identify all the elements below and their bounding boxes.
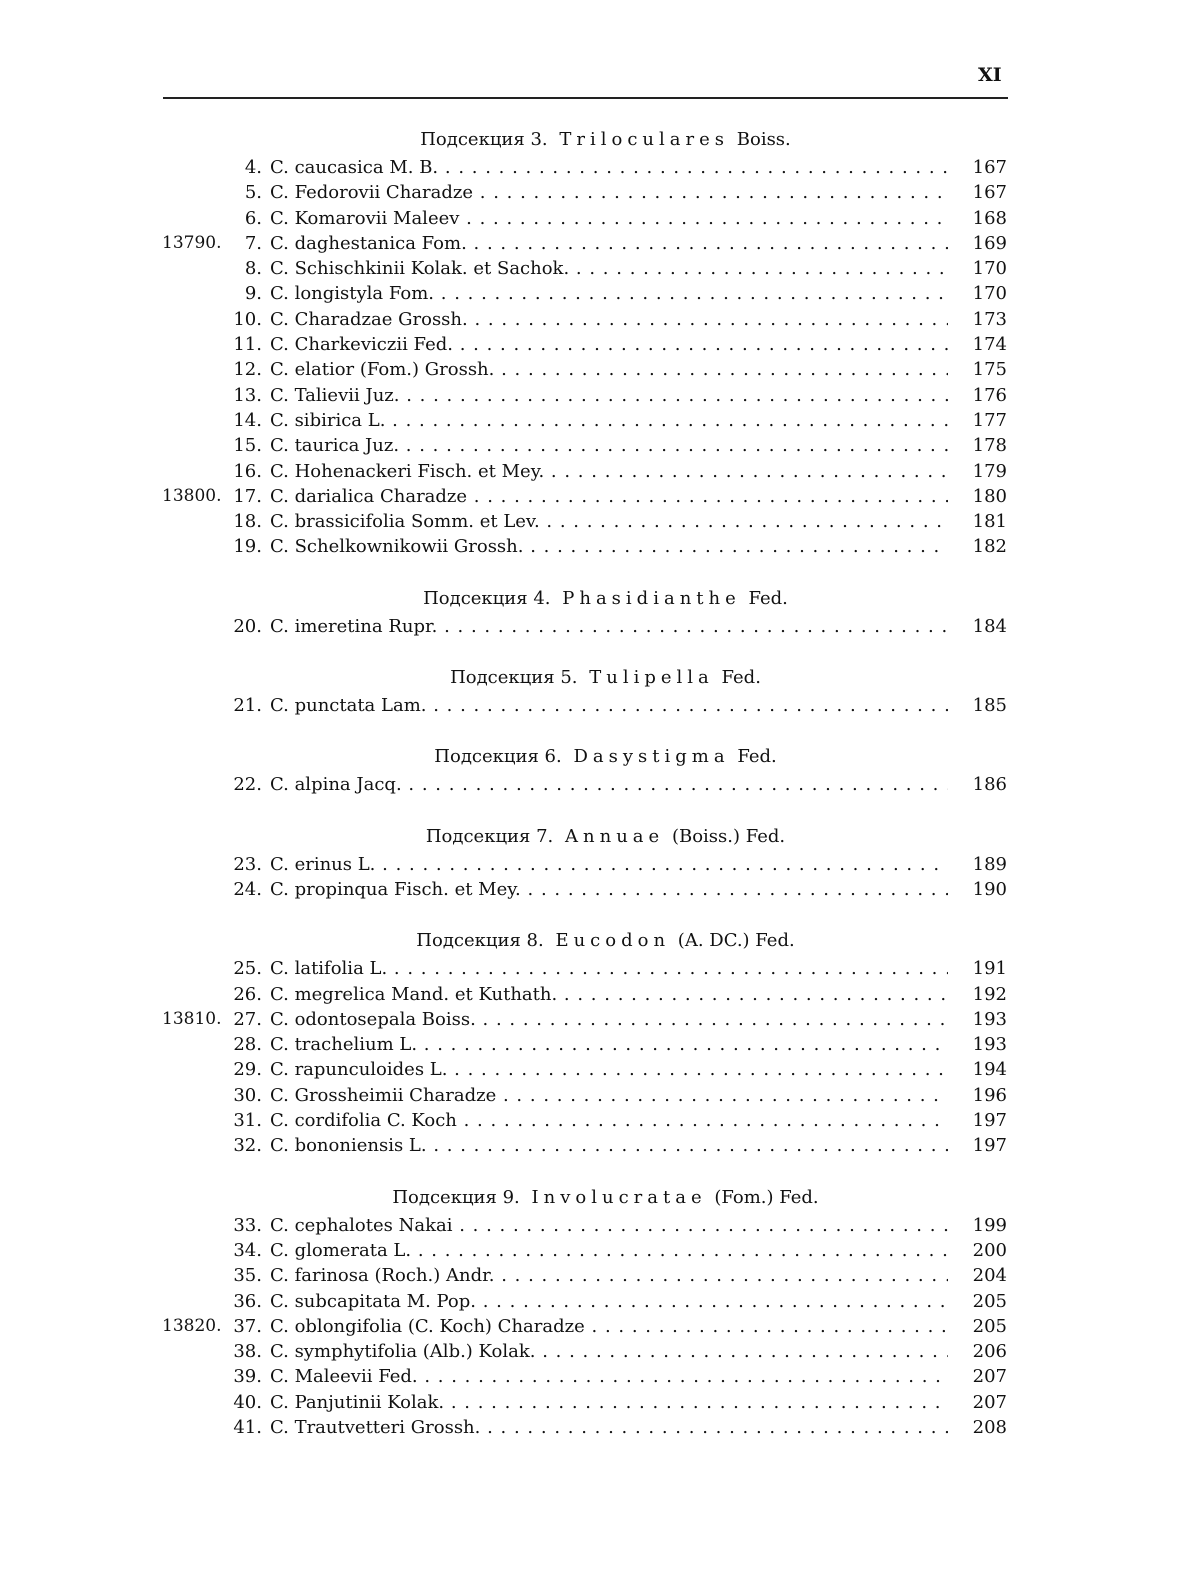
section-label: Подсекция 7. bbox=[425, 825, 554, 847]
entry-page: 199 bbox=[972, 1214, 1007, 1236]
entry-species-name: C. caucasica M. B. . . . bbox=[270, 155, 948, 180]
toc-entry bbox=[0, 1339, 1191, 1364]
section-label: Подсекция 5. bbox=[450, 667, 578, 689]
section-author: Fed. bbox=[721, 667, 761, 689]
section-author: (A. DC.) Fed. bbox=[677, 930, 795, 952]
entry-species-name: C. taurica Juz. . . . bbox=[270, 433, 948, 458]
entry-species-name: C. Talievii Juz. . . . bbox=[270, 383, 948, 408]
entry-number: 5. bbox=[244, 182, 262, 204]
toc-entry bbox=[0, 332, 1191, 357]
toc-entry bbox=[0, 459, 1191, 484]
section-name: Phasidianthe bbox=[562, 587, 741, 609]
entry-number: 32. bbox=[233, 1135, 262, 1157]
entry-species-name: C. elatior (Fom.) Grossh. . . . bbox=[270, 357, 948, 382]
entry-species-name: C. glomerata L. . . . bbox=[270, 1238, 948, 1263]
entry-species-name: C. farinosa (Roch.) Andr. . . . bbox=[270, 1263, 948, 1288]
entry-number: 38. bbox=[233, 1341, 262, 1363]
entry-species-name: C. Fedorovii Charadze . . . bbox=[270, 180, 948, 205]
entry-number: 4. bbox=[244, 157, 262, 178]
toc-entry bbox=[0, 433, 1191, 458]
section-label: Подсекция 3. bbox=[420, 129, 548, 150]
entry-species-name: C. daghestanica Fom. . . . bbox=[270, 231, 948, 256]
entry-species-name: C. Hohenackeri Fisch. et Mey. . . . bbox=[270, 459, 948, 484]
entry-page: 205 bbox=[972, 1290, 1007, 1312]
entry-species-name: C. Komarovii Maleev . . . bbox=[270, 206, 948, 231]
toc-entry bbox=[0, 772, 1191, 797]
entry-page: 179 bbox=[972, 460, 1007, 482]
entry-catalog-number: 13820. bbox=[162, 1315, 222, 1336]
toc-entry bbox=[0, 206, 1191, 231]
toc-entry bbox=[0, 852, 1191, 877]
section-heading bbox=[0, 1182, 1191, 1213]
entry-number: 8. bbox=[244, 258, 262, 280]
entry-page: 184 bbox=[972, 615, 1007, 637]
entry-species-name: C. erinus L. . . . bbox=[270, 852, 948, 877]
entry-species-name: C. cephalotes Nakai . . . bbox=[270, 1213, 948, 1238]
toc-entry bbox=[0, 534, 1191, 559]
entry-species-name: C. propinqua Fisch. et Mey. . . . bbox=[270, 877, 948, 902]
toc-entry bbox=[0, 1108, 1191, 1133]
entry-page: 193 bbox=[972, 1034, 1007, 1056]
entry-species-name: C. latifolia L. . . . bbox=[270, 956, 948, 981]
entry-page: 197 bbox=[972, 1135, 1007, 1157]
entry-number: 20. bbox=[233, 615, 262, 637]
entry-species-name: C. sibirica L. . . . bbox=[270, 408, 948, 433]
entry-number: 14. bbox=[233, 409, 262, 431]
entry-page: 182 bbox=[972, 536, 1007, 558]
toc-entry bbox=[0, 1263, 1191, 1288]
entry-species-name: C. brassicifolia Somm. et Lev. . . . bbox=[270, 509, 948, 534]
entry-page: 197 bbox=[972, 1110, 1007, 1132]
entry-number: 6. bbox=[244, 207, 262, 229]
entry-number: 25. bbox=[233, 958, 262, 980]
entry-species-name: C. punctata Lam. . . . bbox=[270, 693, 948, 718]
entry-species-name: C. Maleevii Fed. . . . bbox=[270, 1364, 948, 1389]
section-name: Dasystigma bbox=[573, 746, 730, 768]
entry-page: 191 bbox=[972, 958, 1007, 980]
entry-number: 40. bbox=[233, 1391, 262, 1413]
section-label: Подсекция 4. bbox=[423, 587, 551, 609]
toc-section bbox=[0, 741, 1191, 797]
entry-number: 26. bbox=[233, 983, 262, 1005]
toc-entry bbox=[0, 1415, 1191, 1440]
entry-number: 21. bbox=[233, 695, 262, 717]
toc-entry bbox=[0, 281, 1191, 306]
entry-species-name: C. alpina Jacq. . . . bbox=[270, 772, 948, 797]
toc-entry bbox=[0, 509, 1191, 534]
entry-species-name: C. odontosepala Boiss. . . . bbox=[270, 1007, 948, 1032]
toc-entry bbox=[0, 1289, 1191, 1314]
entry-number: 12. bbox=[233, 359, 262, 381]
toc-entry bbox=[0, 180, 1191, 205]
toc-entry bbox=[0, 956, 1191, 981]
entry-number: 23. bbox=[233, 853, 262, 875]
entry-page: 205 bbox=[972, 1315, 1007, 1337]
section-name: Eucodon bbox=[555, 930, 671, 952]
section-heading bbox=[0, 925, 1191, 956]
entry-number: 34. bbox=[233, 1239, 262, 1261]
entry-catalog-number: 13790. bbox=[162, 232, 222, 253]
entry-species-name: C. subcapitata M. Pop. . . . bbox=[270, 1289, 948, 1314]
entry-page: 168 bbox=[972, 207, 1007, 229]
entry-catalog-number: 13810. bbox=[162, 1008, 222, 1029]
toc-entry bbox=[0, 1364, 1191, 1389]
toc-section bbox=[0, 124, 1191, 560]
entry-page: 170 bbox=[972, 283, 1007, 305]
toc-entry bbox=[0, 307, 1191, 332]
entry-species-name: C. Trautvetteri Grossh. . . . bbox=[270, 1415, 948, 1440]
entry-number: 39. bbox=[233, 1366, 262, 1388]
table-of-contents bbox=[0, 124, 1191, 1463]
entry-species-name: C. imeretina Rupr. . . . bbox=[270, 614, 948, 639]
entry-species-name: C. Charkeviczii Fed. . . . bbox=[270, 332, 948, 357]
entry-page: 167 bbox=[972, 182, 1007, 204]
entry-number: 37. bbox=[233, 1315, 262, 1337]
entry-species-name: C. bononiensis L. . . . bbox=[270, 1133, 948, 1158]
section-heading bbox=[0, 821, 1191, 852]
entry-species-name: C. darialica Charadze . . . bbox=[270, 484, 948, 509]
toc-section bbox=[0, 925, 1191, 1158]
entry-page: 206 bbox=[972, 1341, 1007, 1363]
entry-number: 22. bbox=[233, 774, 262, 796]
entry-page: 174 bbox=[972, 334, 1007, 356]
toc-entry bbox=[0, 1007, 1191, 1032]
toc-entry bbox=[0, 155, 1191, 180]
section-name: Involucratae bbox=[531, 1186, 707, 1208]
section-author: (Boiss.) Fed. bbox=[671, 825, 786, 847]
entry-number: 41. bbox=[233, 1416, 262, 1438]
toc-section bbox=[0, 1182, 1191, 1441]
section-name: Triloculares bbox=[559, 129, 730, 150]
entry-number: 17. bbox=[233, 485, 262, 507]
entry-number: 30. bbox=[233, 1084, 262, 1106]
entry-species-name: C. Schelkownikowii Grossh. . . . bbox=[270, 534, 948, 559]
entry-page: 200 bbox=[972, 1239, 1007, 1261]
entry-page: 189 bbox=[972, 853, 1007, 875]
entry-page: 178 bbox=[972, 435, 1007, 457]
entry-page: 186 bbox=[972, 774, 1007, 796]
toc-section bbox=[0, 583, 1191, 639]
section-heading bbox=[0, 662, 1191, 693]
section-author: Boiss. bbox=[736, 129, 791, 150]
entry-page: 175 bbox=[972, 359, 1007, 381]
entry-number: 24. bbox=[233, 878, 262, 900]
section-author: (Fom.) Fed. bbox=[714, 1186, 819, 1208]
toc-entry bbox=[0, 408, 1191, 433]
toc-entry bbox=[0, 484, 1191, 509]
entry-number: 7. bbox=[244, 232, 262, 254]
toc-entry bbox=[0, 614, 1191, 639]
entry-species-name: C. cordifolia C. Koch . . . bbox=[270, 1108, 948, 1133]
entry-number: 11. bbox=[233, 334, 262, 356]
entry-page: 181 bbox=[972, 511, 1007, 533]
entry-species-name: C. Panjutinii Kolak. . . . bbox=[270, 1390, 948, 1415]
entry-species-name: C. Schischkinii Kolak. et Sachok. . . . bbox=[270, 256, 948, 281]
section-label: Подсекция 8. bbox=[416, 930, 544, 952]
section-author: Fed. bbox=[737, 746, 777, 768]
entry-number: 13. bbox=[233, 384, 262, 406]
section-label: Подсекция 9. bbox=[392, 1186, 520, 1208]
entry-catalog-number: 13800. bbox=[162, 485, 222, 506]
toc-entry bbox=[0, 1032, 1191, 1057]
entry-page: 207 bbox=[972, 1366, 1007, 1388]
entry-page: 193 bbox=[972, 1008, 1007, 1030]
entry-species-name: C. longistyla Fom. . . . bbox=[270, 281, 948, 306]
toc-entry bbox=[0, 383, 1191, 408]
entry-page: 169 bbox=[972, 232, 1007, 254]
entry-page: 177 bbox=[972, 409, 1007, 431]
entry-page: 190 bbox=[972, 878, 1007, 900]
entry-number: 28. bbox=[233, 1034, 262, 1056]
entry-number: 18. bbox=[233, 511, 262, 533]
toc-entry bbox=[0, 982, 1191, 1007]
entry-page: 167 bbox=[972, 157, 1007, 178]
entry-page: 192 bbox=[972, 983, 1007, 1005]
section-heading bbox=[0, 124, 1191, 155]
entry-page: 170 bbox=[972, 258, 1007, 280]
entry-species-name: C. oblongifolia (C. Koch) Charadze . . . bbox=[270, 1314, 948, 1339]
entry-page: 194 bbox=[972, 1059, 1007, 1081]
page-number: XI bbox=[978, 64, 1002, 86]
entry-number: 16. bbox=[233, 460, 262, 482]
entry-number: 35. bbox=[233, 1265, 262, 1287]
toc-section bbox=[0, 821, 1191, 903]
entry-species-name: C. rapunculoides L. . . . bbox=[270, 1057, 948, 1082]
toc-entry bbox=[0, 357, 1191, 382]
entry-species-name: C. Grossheimii Charadze . . . bbox=[270, 1083, 948, 1108]
section-author: Fed. bbox=[748, 587, 788, 609]
toc-entry bbox=[0, 1133, 1191, 1158]
section-heading bbox=[0, 741, 1191, 772]
entry-number: 15. bbox=[233, 435, 262, 457]
toc-entry bbox=[0, 1238, 1191, 1263]
toc-entry bbox=[0, 1083, 1191, 1108]
entry-species-name: C. symphytifolia (Alb.) Kolak. . . . bbox=[270, 1339, 948, 1364]
entry-species-name: C. Charadzae Grossh. . . . bbox=[270, 307, 948, 332]
toc-section bbox=[0, 662, 1191, 718]
entry-number: 31. bbox=[233, 1110, 262, 1132]
toc-entry bbox=[0, 1314, 1191, 1339]
entry-number: 9. bbox=[244, 283, 262, 305]
entry-species-name: C. megrelica Mand. et Kuthath. . . . bbox=[270, 982, 948, 1007]
toc-entry bbox=[0, 877, 1191, 902]
entry-page: 180 bbox=[972, 485, 1007, 507]
entry-number: 36. bbox=[233, 1290, 262, 1312]
toc-entry bbox=[0, 256, 1191, 281]
entry-page: 207 bbox=[972, 1391, 1007, 1413]
toc-entry bbox=[0, 231, 1191, 256]
entry-page: 204 bbox=[972, 1265, 1007, 1287]
entry-page: 208 bbox=[972, 1416, 1007, 1438]
entry-page: 196 bbox=[972, 1084, 1007, 1106]
header-rule bbox=[163, 97, 1008, 99]
toc-entry bbox=[0, 693, 1191, 718]
section-name: Tulipella bbox=[589, 667, 714, 689]
entry-page: 176 bbox=[972, 384, 1007, 406]
entry-number: 29. bbox=[233, 1059, 262, 1081]
toc-entry bbox=[0, 1213, 1191, 1238]
section-name: Annuae bbox=[565, 825, 665, 847]
entry-number: 10. bbox=[233, 308, 262, 330]
entry-page: 185 bbox=[972, 695, 1007, 717]
toc-entry bbox=[0, 1057, 1191, 1082]
toc-entry bbox=[0, 1390, 1191, 1415]
entry-number: 27. bbox=[233, 1008, 262, 1030]
entry-species-name: C. trachelium L. . . . bbox=[270, 1032, 948, 1057]
entry-page: 173 bbox=[972, 308, 1007, 330]
entry-number: 19. bbox=[233, 536, 262, 558]
section-heading bbox=[0, 583, 1191, 614]
entry-number: 33. bbox=[233, 1214, 262, 1236]
section-label: Подсекция 6. bbox=[434, 746, 562, 768]
